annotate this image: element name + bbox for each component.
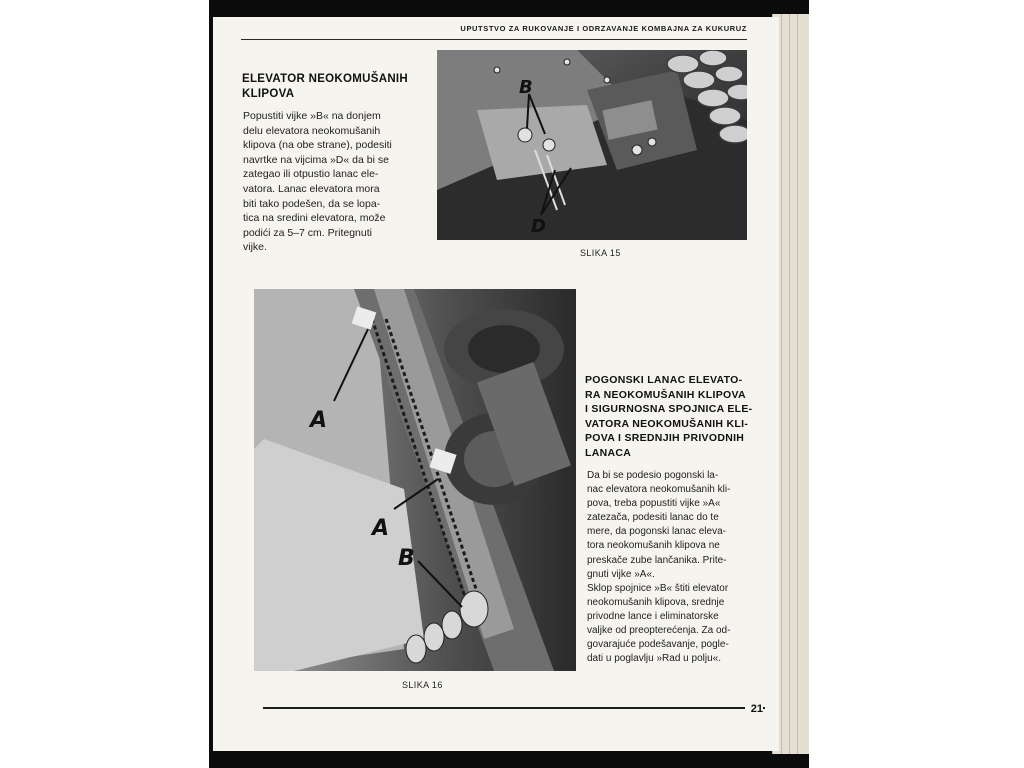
section1-body-line: zategao ili otpustio lanac ele- [243,168,379,181]
section1-title-line: ELEVATOR NEOKOMUŠANIH [242,73,409,85]
section2-title-line: I SIGURNOSNA SPOJNICA ELE- [585,403,753,415]
figure15-photo [437,50,747,240]
section1-body-line: podići za 5–7 cm. Pritegnuti [243,226,372,239]
section2-body-line: gnuti vijke »A«. [587,568,655,580]
section1-body [243,109,392,255]
section1-body-line: biti tako podešen, da se lopa- [243,197,381,210]
section1-title-line: KLIPOVA [242,88,295,100]
figure15-label-b: B [519,77,533,98]
section2-title-line: POVA I SREDNJIH PRIVODNIH [585,432,745,444]
figure16-label-a-top: A [310,408,328,433]
section2-body-line: zatezača, podesiti lanac do te [587,512,719,524]
figure16-label-a-middle: A [372,516,390,541]
section2-title-line: VATORA NEOKOMUŠANIH KLI- [585,417,749,430]
section1-body-line: vatora. Lanac elevatora mora [243,182,380,195]
section2-body-line: preskače zube lančanika. Prite- [587,554,727,566]
section2-body-line: mere, da pogonski lanac eleva- [587,526,726,538]
section1-body-line: Popustiti vijke »B« na donjem [243,110,381,122]
section2-body-line: govarajuće podešavanje, pogle- [587,639,729,651]
section2-title-line: RA NEOKOMUŠANIH KLIPOVA [585,388,746,401]
section2-body-line: dati u poglavlju »Rad u polju«. [587,653,721,665]
section2-body [587,469,730,666]
section2-title [585,373,752,460]
page-number: 21 [745,703,763,715]
section2-title-line: LANACA [585,446,632,459]
figure16-photo [254,289,576,671]
figure16-caption: SLIKA 16 [402,680,443,690]
footer-rule [263,707,765,709]
section2-title-line: POGONSKI LANAC ELEVATO- [585,374,743,386]
figure16-label-b: B [398,546,415,571]
section2-body-line: privodne lance i eliminatorske [587,610,719,622]
section2-body-line: Sklop spojnice »B« štiti elevator [587,582,729,594]
section1-body-line: delu elevatora neokomušanih [243,124,381,137]
figure15-label-d: D [531,216,546,237]
section1-body-line: tica na sredini elevatora, može [243,212,386,225]
section2-body-line: valjke od preopterećenja. Za od- [587,625,731,637]
section2-body-line: nac elevatora neokomušanih kli- [587,484,731,496]
section2-body-line: neokomušanih klipova, srednje [587,596,725,608]
section1-body-line: navrtke na vijcima »D« da bi se [243,153,389,166]
running-header: UPUTSTVO ZA RUKOVANJE I ODRZAVANJE KOMBAJNA ZA KUKURUZ [460,24,747,33]
section1-body-line: klipova (na obe strane), podesiti [243,139,392,152]
section2-body-line: Da bi se podesio pogonski la- [587,470,719,481]
section2-body-line: pova, treba popustiti vijke »A« [587,498,721,510]
section2-body-line: tora neokomušanih klipova ne [587,540,720,552]
section1-body-line: vijke. [243,241,267,254]
book-page [213,17,779,751]
figure15-caption: SLIKA 15 [580,248,621,258]
header-rule [241,39,747,40]
section1-title [242,72,408,102]
